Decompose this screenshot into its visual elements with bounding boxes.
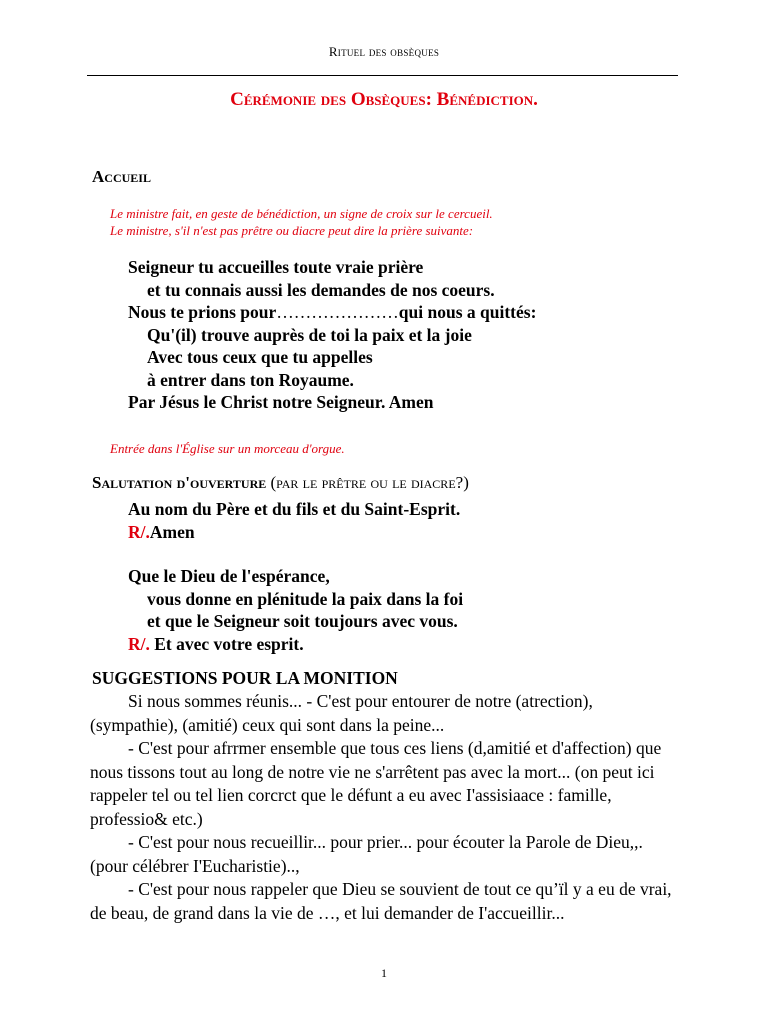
suggestion-paragraph: - C'est pour afrrmer ensemble que tous ces liens (d,amitié et d'affection) que nous tissons tout au long de notre vie ne s'arrêtent pas avec la mort... (on peut ici rappeler tel ou tel lien corcrct que le défunt a eu avec I'assisiaace : famille, professio& etc.) (90, 738, 662, 829)
response-text: Amen (149, 521, 195, 542)
greeting-dialogue (128, 565, 463, 655)
prayer-line: et tu connais aussi les demandes de nos coeurs. (147, 279, 495, 300)
prayer-line: à entrer dans ton Royaume. (147, 369, 354, 390)
suggestion-paragraph: - C'est pour nous rappeler que Dieu se souvient de tout ce qu’ïl y a eu de vrai, de beau, de grand dans la vie de …, et lui demander de I'accueillir... (90, 879, 672, 923)
welcome-prayer (128, 256, 536, 414)
greeting-line: Que le Dieu de l'espérance, (128, 566, 330, 586)
rubric-line: Le ministre, s'il n'est pas prêtre ou diacre peut dire la prière suivante: (110, 223, 474, 238)
page-number: 1 (381, 966, 387, 980)
section-heading-salutation (92, 473, 469, 493)
greeting-line: vous donne en plénitude la paix dans la foi (147, 588, 464, 609)
prayer-line: Par Jésus le Christ notre Seigneur. Amen (128, 392, 434, 412)
salutation-dialogue (128, 498, 460, 543)
response-marker: R/. (128, 521, 150, 542)
prayer-line: Avec tous ceux que tu appelles (147, 347, 373, 367)
rubric-text (110, 205, 493, 239)
salutation-line: Au nom du Père et du fils et du Saint-Esprit. (128, 499, 461, 519)
greeting-line: et que le Seigneur soit toujours avec vous. (147, 611, 458, 631)
prayer-text: Nous te prions pour (128, 302, 277, 322)
response-marker: R/. (128, 633, 150, 654)
rubric-entry: Entrée dans l'Église sur un morceau d'orgue. (110, 441, 345, 456)
suggestions-body (90, 690, 680, 925)
response-line (128, 633, 463, 656)
page-title: Cérémonie des Obsèques: Bénédiction. (230, 89, 538, 110)
running-header: Rituel des obsèques (328, 44, 440, 59)
response-line (128, 521, 460, 544)
rubric-line: Le ministre fait, en geste de bénédiction, un signe de croix sur le cercueil. (110, 206, 493, 221)
prayer-line: Qu'(il) trouve auprès de toi la paix et la joie (147, 324, 472, 345)
prayer-line (128, 301, 536, 324)
response-text: Et avec votre esprit. (149, 633, 304, 654)
section-heading-suggestions: SUGGESTIONS POUR LA MONITION (92, 668, 398, 688)
name-placeholder-dots: ………………… (276, 302, 399, 322)
salutation-heading: Salutation d'ouverture (92, 473, 267, 492)
suggestion-paragraph: Si nous sommes réunis... - C'est pour entourer de notre (atrection), (sympathie), (amitié) ceux qui sont dans la peine... (90, 691, 593, 735)
prayer-text: qui nous a quittés: (398, 302, 537, 322)
section-heading-accueil: Accueil (92, 167, 151, 186)
salutation-heading-note: (par le prêtre ou le diacre?) (270, 473, 469, 492)
prayer-line: Seigneur tu accueilles toute vraie prière (128, 257, 424, 277)
header-rule (87, 75, 678, 76)
suggestion-paragraph: - C'est pour nous recueillir... pour prier... pour écouter la Parole de Dieu,,. (pour célébrer I'Eucharistie).., (90, 832, 643, 876)
